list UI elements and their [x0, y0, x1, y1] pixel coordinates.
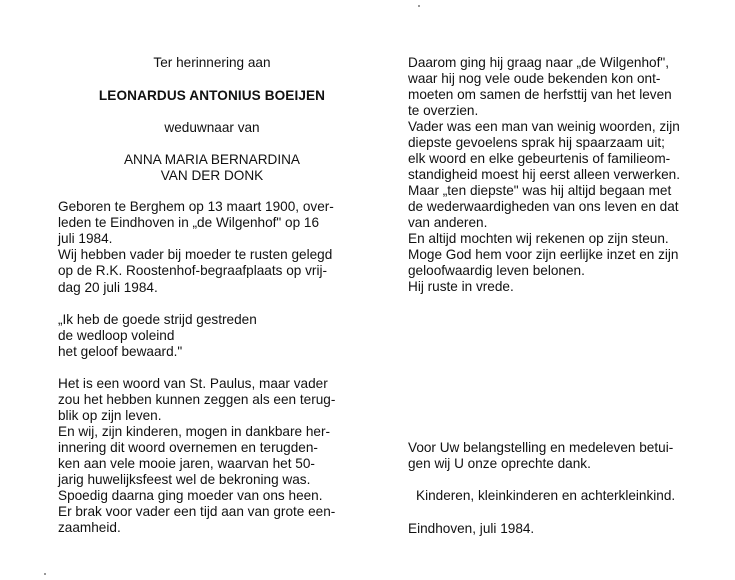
- print-speck: [44, 573, 46, 575]
- spouse-name-line1: ANNA MARIA BERNARDINA: [123, 152, 300, 167]
- text-line: diepste gevoelens sprak hij spaarzaam uit;: [408, 135, 665, 150]
- text-line: Maar „ten diepste" was hij altijd begaan met: [408, 183, 672, 198]
- family-signature: Kinderen, kleinkinderen en achterkleinkind.: [416, 488, 676, 503]
- text-line: blik op zijn leven.: [58, 408, 162, 423]
- text-line: dag 20 juli 1984.: [58, 280, 158, 295]
- text-line: zaamheid.: [58, 520, 121, 535]
- text-line: geloofwaardig leven belonen.: [408, 263, 585, 278]
- text-line: innering dit woord overnemen en terugden-: [58, 440, 318, 455]
- place-date: Eindhoven, juli 1984.: [408, 521, 535, 536]
- text-line: En wij, zijn kinderen, mogen in dankbare her-: [58, 424, 331, 439]
- text-line: te overzien.: [408, 103, 479, 118]
- text-line: standigheid moest hij eerst alleen verwerken.: [408, 167, 681, 182]
- text-line: Voor Uw belangstelling en medeleven betui-: [408, 440, 674, 455]
- text-line: elk woord en elke gebeurtenis of familieom-: [408, 151, 671, 166]
- text-line: Geboren te Berghem op 13 maart 1900, over-: [58, 199, 334, 214]
- text-line: Wij hebben vader bij moeder te rusten gelegd: [58, 247, 333, 262]
- text-line: Spoedig daarna ging moeder van ons heen.: [58, 488, 323, 503]
- quote-line: de wedloop voleind: [58, 328, 175, 343]
- text-line: Er brak voor vader een tijd aan van grote een-: [58, 504, 336, 519]
- quote-line: „Ik heb de goede strijd gestreden: [58, 312, 257, 327]
- text-line: En altijd mochten wij rekenen op zijn steun.: [408, 231, 669, 246]
- text-line: waar hij nog vele oude bekenden kon ont-: [408, 71, 661, 86]
- text-line: leden te Eindhoven in „de Wilgenhof" op 16: [58, 215, 320, 230]
- header-text: Ter herinnering aan: [153, 55, 271, 70]
- spouse-name-line2: VAN DER DONK: [160, 168, 264, 183]
- text-line: ken aan vele mooie jaren, waarvan het 50-: [58, 456, 315, 471]
- text-line: jarig huwelijksfeest wel de bekroning was.: [58, 472, 311, 487]
- text-line: Daarom ging hij graag naar „de Wilgenhof",: [408, 55, 669, 70]
- text-line: op de R.K. Roostenhof-begraafplaats op vrij-: [58, 263, 328, 278]
- text-line: Hij ruste in vrede.: [408, 279, 514, 294]
- text-line: zou het hebben kunnen zeggen als een terug-: [58, 392, 336, 407]
- quote-line: het geloof bewaard.": [58, 344, 183, 359]
- text-line: Moge God hem voor zijn eerlijke inzet en zijn: [408, 247, 679, 262]
- text-line: de wederwaardigheden van ons leven en dat: [408, 199, 679, 214]
- text-line: van anderen.: [408, 215, 488, 230]
- deceased-name: LEONARDUS ANTONIUS BOEIJEN: [98, 88, 326, 103]
- text-line: Het is een woord van St. Paulus, maar vader: [58, 376, 328, 391]
- text-line: moeten om samen de herfsttij van het leven: [408, 87, 672, 102]
- relation-text: weduwnaar van: [164, 120, 260, 135]
- text-line: gen wij U onze oprechte dank.: [408, 456, 591, 471]
- text-line: juli 1984.: [58, 231, 113, 246]
- print-speck: [418, 5, 420, 7]
- text-line: Vader was een man van weinig woorden, zijn: [408, 119, 680, 134]
